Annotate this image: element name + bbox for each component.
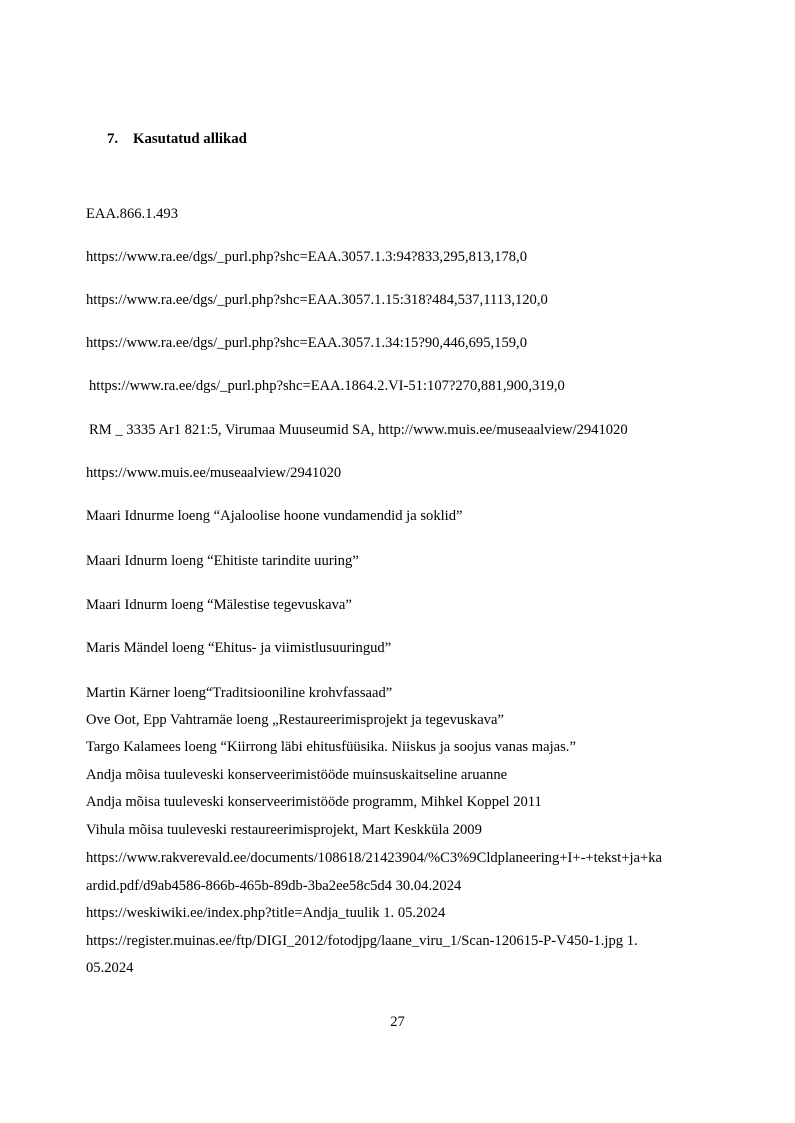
section-number: 7. [107, 131, 119, 147]
source-item: Andja mõisa tuuleveski konserveerimistööde programm, Mihkel Koppel 2011 [86, 794, 542, 810]
source-item: https://www.muis.ee/museaalview/2941020 [86, 465, 342, 481]
source-item: Vihula mõisa tuuleveski restaureerimisprojekt, Mart Keskküla 2009 [86, 822, 482, 838]
section-title: Kasutatud allikad [133, 131, 247, 147]
source-item: https://www.ra.ee/dgs/_purl.php?shc=EAA.3057.1.3:94?833,295,813,178,0 [86, 249, 527, 265]
source-item: 05.2024 [86, 960, 134, 976]
source-item: https://weskiwiki.ee/index.php?title=Andja_tuulik 1. 05.2024 [86, 905, 446, 921]
source-item: Maari Idnurm loeng “Mälestise tegevuskava” [86, 597, 352, 613]
section-heading [107, 131, 247, 148]
source-item: Andja mõisa tuuleveski konserveerimistööde muinsuskaitseline aruanne [86, 767, 508, 783]
source-item: Maris Mändel loeng “Ehitus- ja viimistlusuuringud” [86, 640, 392, 656]
source-item: https://www.ra.ee/dgs/_purl.php?shc=EAA.3057.1.15:318?484,537,1113,120,0 [86, 292, 548, 308]
source-item: ardid.pdf/d9ab4586-866b-465b-89db-3ba2ee58c5d4 30.04.2024 [86, 878, 462, 894]
source-item: EAA.866.1.493 [86, 206, 179, 222]
source-item: https://register.muinas.ee/ftp/DIGI_2012/fotodjpg/laane_viru_1/Scan-120615-P-V450-1.jpg 1. [86, 933, 638, 949]
source-item: https://www.rakverevald.ee/documents/108618/21423904/%C3%9Cldplaneering+I+-+tekst+ja+ka [86, 850, 662, 866]
source-item: Maari Idnurme loeng “Ajaloolise hoone vundamendid ja soklid” [86, 508, 463, 524]
source-item: Maari Idnurm loeng “Ehitiste tarindite uuring” [86, 553, 359, 569]
source-item: Targo Kalamees loeng “Kiirrong läbi ehitusfüüsika. Niiskus ja soojus vanas majas.” [86, 739, 576, 755]
source-item: https://www.ra.ee/dgs/_purl.php?shc=EAA.3057.1.34:15?90,446,695,159,0 [86, 335, 527, 351]
source-item: Martin Kärner loeng“Traditsiooniline krohvfassaad” [86, 685, 393, 701]
source-item: https://www.ra.ee/dgs/_purl.php?shc=EAA.1864.2.VI-51:107?270,881,900,319,0 [89, 378, 565, 394]
source-item: Ove Oot, Epp Vahtramäe loeng „Restaureerimisprojekt ja tegevuskava” [86, 712, 504, 728]
page-number: 27 [390, 1014, 405, 1030]
source-item: RM _ 3335 Ar1 821:5, Virumaa Muuseumid SA, http://www.muis.ee/museaalview/2941020 [89, 422, 628, 438]
